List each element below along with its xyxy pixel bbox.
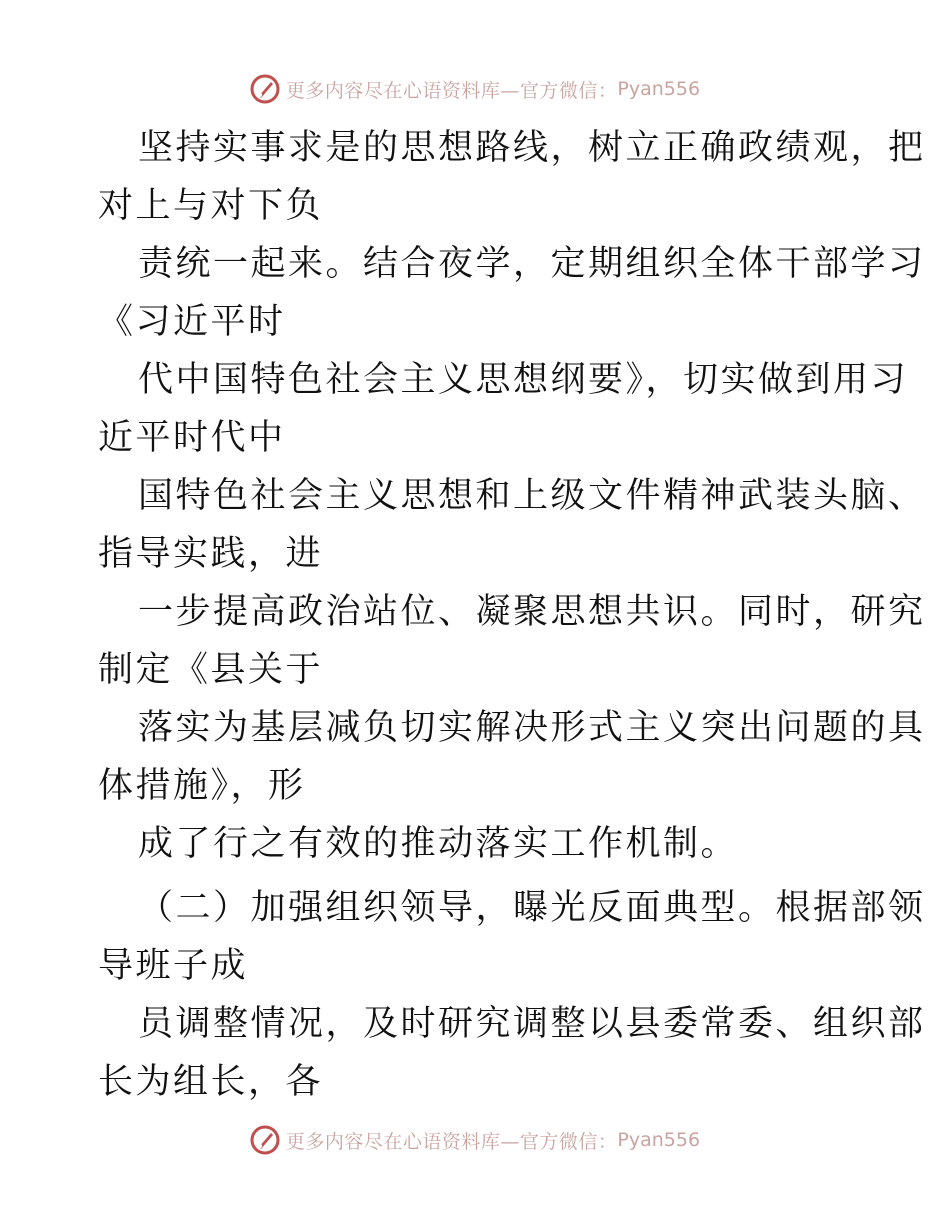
body-line: 责统一起来。结合夜学，定期组织全体干部学习 bbox=[138, 244, 926, 284]
header-watermark bbox=[0, 72, 950, 106]
body-line: 一步提高政治站位、凝聚思想共识。同时，研究 bbox=[138, 592, 926, 632]
footer-watermark bbox=[0, 1123, 950, 1157]
body-line: 近平时代中 bbox=[98, 418, 286, 458]
body-line: 长为组长，各 bbox=[98, 1062, 324, 1102]
body-line: 落实为基层减负切实解决形式主义突出问题的具 bbox=[138, 708, 926, 748]
body-line: （二）加强组织领导，曝光反面典型。根据部领 bbox=[138, 888, 926, 928]
body-line: 导班子成 bbox=[98, 946, 249, 986]
body-line: 坚持实事求是的思想路线，树立正确政绩观，把 bbox=[138, 128, 926, 168]
body-line: 制定《县关于 bbox=[98, 650, 324, 690]
pen-logo-icon bbox=[250, 74, 280, 104]
body-line: 指导实践，进 bbox=[98, 534, 324, 574]
body-line: 《习近平时 bbox=[98, 302, 286, 342]
body-line: 员调整情况，及时研究调整以县委常委、组织部 bbox=[138, 1004, 926, 1044]
watermark-account: Pyan556 bbox=[617, 1129, 701, 1151]
body-line: 成了行之有效的推动落实工作机制。 bbox=[138, 824, 739, 864]
body-line: 国特色社会主义思想和上级文件精神武装头脑、 bbox=[138, 476, 926, 516]
pen-logo-icon bbox=[250, 1125, 280, 1155]
body-line: 体措施》，形 bbox=[98, 766, 306, 806]
watermark-text: 更多内容尽在心语资料库—官方微信： bbox=[285, 1130, 618, 1153]
body-line: 代中国特色社会主义思想纲要》，切实做到用习 bbox=[138, 360, 909, 400]
watermark-text: 更多内容尽在心语资料库—官方微信： bbox=[285, 79, 618, 102]
body-line: 对上与对下负 bbox=[98, 186, 324, 226]
watermark-account: Pyan556 bbox=[617, 78, 701, 100]
